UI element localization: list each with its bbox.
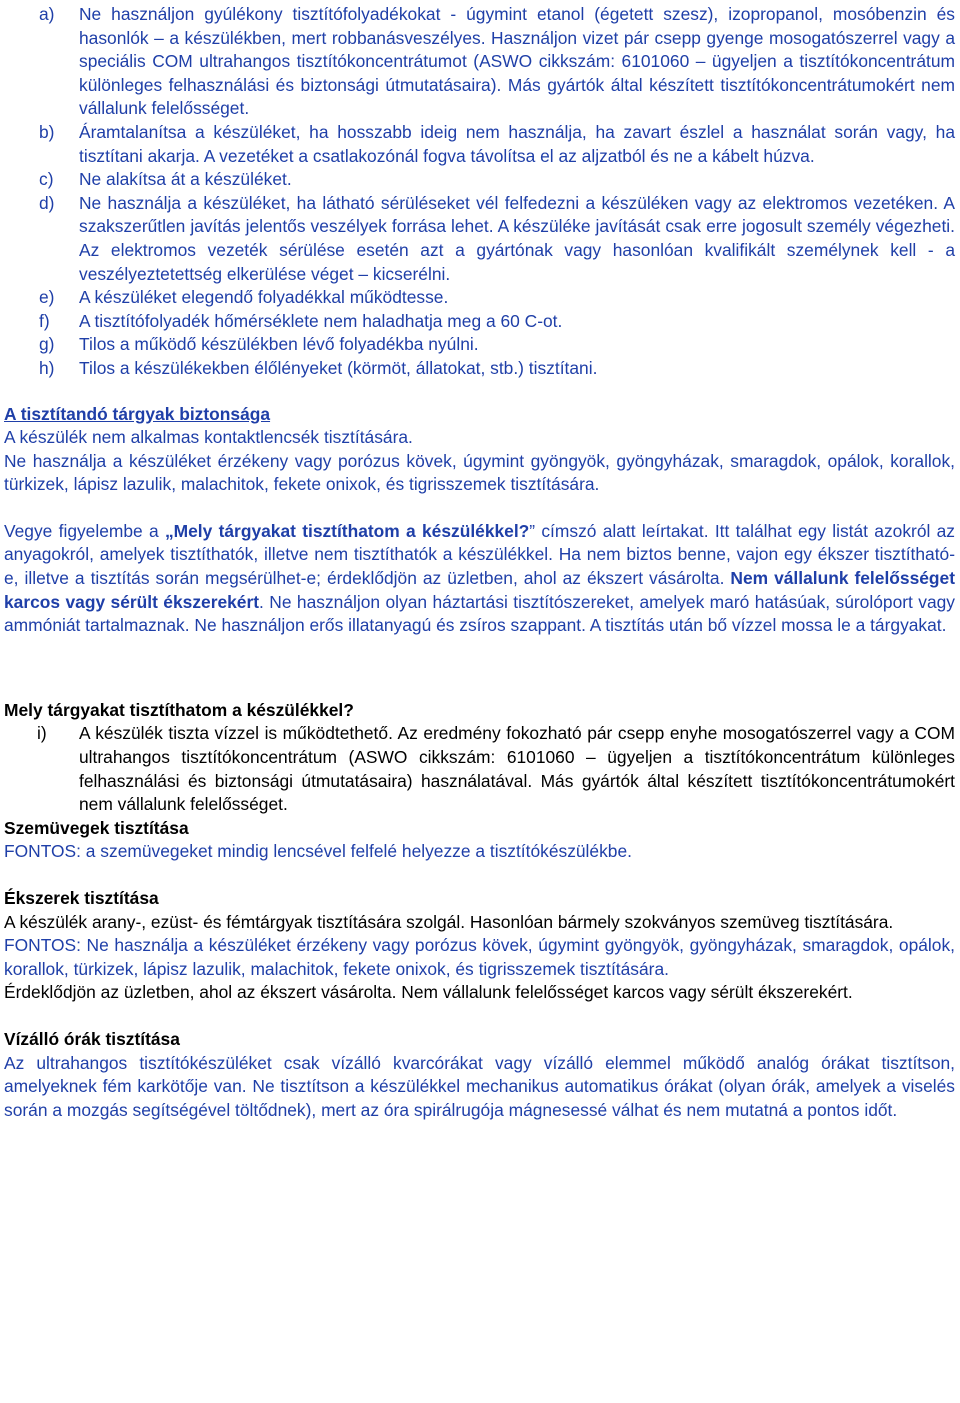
warning-item-b <box>4 121 955 168</box>
text-run: . Ne használjon olyan háztartási tisztítószereket, amelyek maró hatásúak, súrolóport vagy ammóniát tartalmaznak. Ne használjon erős illatanyagú és zsíros szappant. A tisztítás után bő vízzel mossa le a tárgyakat. <box>4 591 956 636</box>
warning-text: Áramtalanítsa a készüléket, ha hosszabb ideig nem használja, ha zavart észlel a használat során vagy, ha tisztítani akarja. A vezetéket a csatlakozónál fogva távolítsa el az aljzatból és ne a kábelt húzva. <box>79 121 955 166</box>
warning-item-e <box>4 286 955 310</box>
paragraph: Érdeklődjön az üzletben, ahol az ékszert vásárolta. Nem vállalunk felelősséget karcos vagy sérült ékszerekért. <box>4 982 853 1003</box>
list-marker: b) <box>39 121 55 142</box>
paragraph: A készülék nem alkalmas kontaktlencsék tisztítására. <box>4 427 413 448</box>
paragraph: Ne használja a készüléket érzékeny vagy porózus kövek, úgymint gyöngyök, gyöngyházak, smaragdok, opálok, korallok, türkizek, lápisz lazulik, malachitok, fekete onixok, és tigrisszemek tisztítására. <box>4 450 955 495</box>
warning-item-g <box>4 333 955 357</box>
section-heading: Szemüvegek tisztítása <box>4 817 189 838</box>
safety-section <box>4 403 955 638</box>
watches-section <box>4 1028 955 1122</box>
list-marker: i) <box>37 723 47 744</box>
warning-text: Tilos a készülékekben élőlényeket (körmöt, állatokat, stb.) tisztítani. <box>79 357 598 378</box>
jewelry-section <box>4 887 955 1005</box>
text-run-bold: Nem vállalunk felelősséget karcos vagy sérült ékszerekért <box>4 568 955 612</box>
paragraph <box>4 520 955 638</box>
document-page <box>4 3 955 1122</box>
warning-text: A készüléket elegendő folyadékkal működtesse. <box>79 287 449 308</box>
section-heading: Mely tárgyakat tisztíthatom a készülékkel? <box>4 699 354 720</box>
section-heading: Vízálló órák tisztítása <box>4 1028 180 1049</box>
list-item <box>4 722 955 816</box>
warning-item-a <box>4 3 955 121</box>
list-marker: c) <box>39 169 54 190</box>
list-marker: a) <box>39 4 55 24</box>
which-items-section <box>4 699 955 817</box>
section-heading: Ékszerek tisztítása <box>4 888 159 908</box>
warning-list <box>4 3 955 381</box>
text-run: Vegye figyelembe a <box>4 520 165 541</box>
paragraph: FONTOS: a szemüvegeket mindig lencsével felfelé helyezze a tisztítókészülékbe. <box>4 841 632 862</box>
warning-text: Ne használja a készüléket, ha látható sérüléseket vél felfedezni a készüléken vagy az elektromos vezetéken. A szakszerűtlen javítás jelentős veszélyek forrása lehet. A készüléke javítását csak erre jogosult személy végezheti. Az elektromos vezeték sérülése esetén azt a gyártónak vagy hasonlóan kvalifikált személynek kell - a veszélyeztetettség elkerülése véget – kicserélni. <box>79 192 955 284</box>
warning-text: Ne használjon gyúlékony tisztítófolyadékokat - úgymint etanol (égetett szesz), izopropanol, mosóbenzin és hasonlók – a készülékben, mert robbanásveszélyes. Használjon vizet pár csepp gyenge mosogatószerrel vagy a speciális COM ultrahangos tisztítókoncentrátumot (ASWO cikkszám: 6101060 – ügyeljen a tisztítókoncentrátum különleges felhasználási és biztonsági útmutatásaira). Más gyártók által készített tisztítókoncentrátumokért nem vállalunk felelősséget. <box>79 4 955 119</box>
list-marker: g) <box>39 334 55 355</box>
list-item-text: A készülék tiszta vízzel is működtethető. Az eredmény fokozható pár csepp enyhe mosogatószerrel vagy a COM ultrahangos tisztítókoncentrátum (ASWO cikkszám: 6101060 – ügyeljen a tisztítókoncentrátum különleges felhasználási és biztonsági útmutatásaira) használatával. Más gyártók által készített tisztítókoncentrátumokért nem vállalunk felelősséget. <box>79 723 955 815</box>
warning-text: Ne alakítsa át a készüléket. <box>79 169 292 190</box>
list-marker: e) <box>39 287 55 308</box>
warning-item-f <box>4 310 955 334</box>
paragraph: FONTOS: Ne használja a készüléket érzékeny vagy porózus kövek, úgymint gyöngyök, gyöngyházak, smaragdok, opálok, korallok, türkizek, lápisz lazulik, malachitok, fekete onixok, és tigrisszemek tisztítására. <box>4 935 955 979</box>
section-heading: A tisztítandó tárgyak biztonsága <box>4 403 271 424</box>
list-marker: h) <box>39 357 55 378</box>
paragraph: A készülék arany-, ezüst- és fémtárgyak tisztítására szolgál. Hasonlóan bármely szokványos szemüveg tisztítására. <box>4 911 894 932</box>
warning-item-h <box>4 357 955 381</box>
list-marker: f) <box>39 310 50 331</box>
text-run-bold: „Mely tárgyakat tisztíthatom a készülékkel? <box>164 520 530 541</box>
paragraph: Az ultrahangos tisztítókészüléket csak vízálló kvarcórákat vagy vízálló elemmel működő analóg órákat tisztítson, amelyeknek fém karkötője van. Ne tisztítson a készülékkel mechanikus automatikus órákat (olyan órák, amelyek a viselés során a mozgás segítségével töltődnek), mert az óra spirálrugója mágnesessé válhat és nem mutatná a pontos időt. <box>4 1052 955 1120</box>
warning-item-c <box>4 168 955 192</box>
warning-item-d <box>4 192 955 286</box>
list-marker: d) <box>39 192 55 213</box>
warning-text: Tilos a működő készülékben lévő folyadékba nyúlni. <box>79 334 479 355</box>
glasses-section <box>4 817 955 864</box>
warning-text: A tisztítófolyadék hőmérséklete nem haladhatja meg a 60 C-ot. <box>79 310 563 331</box>
text-run: ” címszó alatt leírtakat. Itt találhat egy listát azokról az anyagokról, amelyek tisztíthatók, illetve nem tisztíthatók a készülékkel. Ha nem biztos benne, vajon egy ékszer tisztítható-e, illetve a tisztítás során megsérülhet-e; érdeklődjön az üzletben, ahol az ékszert vásárolta. <box>4 520 955 589</box>
